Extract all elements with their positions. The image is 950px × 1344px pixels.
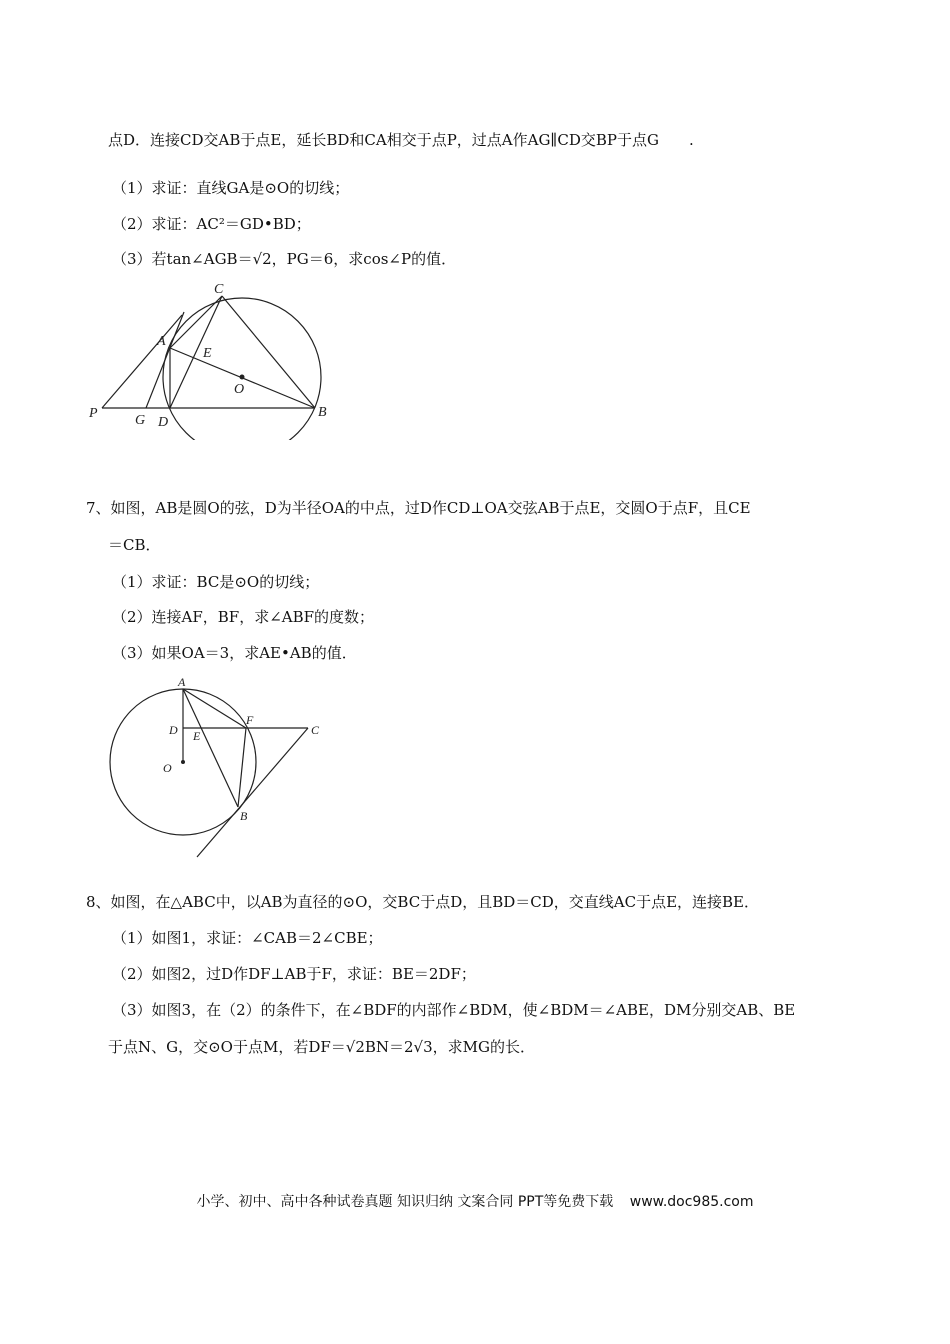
q8-part-1: （1）如图1，求证：∠CAB＝2∠CBE； [112,929,383,947]
q8-stem: 8、如图，在△ABC中，以AB为直径的⊙O，交BC于点D，且BD＝CD，交直线AC于点E，连接BE． [86,893,760,911]
q6-label-a: A [157,334,166,349]
q8-part-3-line2: 于点N、G，交⊙O于点M，若DF＝√2BN＝2√3，求MG的长． [108,1038,536,1056]
footer-url[interactable]: www.doc985.com [629,1194,754,1210]
q7-part-1: （1）求证：BC是⊙O的切线； [112,573,320,591]
q7-label-b: B [240,809,248,823]
q7-label-o: O [163,761,172,775]
q6-label-c: C [214,282,224,297]
q6-part-3: （3）若tan∠AGB＝√2，PG＝6，求cos∠P的值． [112,250,457,268]
q6-part-1: （1）求证：直线GA是⊙O的切线； [112,179,350,197]
q7-label-c: C [311,723,320,737]
page-footer [0,1191,950,1211]
q6-figure [80,280,350,440]
q7-label-f: F [246,713,254,727]
q7-label-e: E [193,729,201,743]
q6-label-d: D [158,415,169,430]
q7-part-3: （3）如果OA＝3，求AE•AB的值． [112,644,357,662]
q6-label-p: P [89,406,98,421]
q7-tangent-cb [197,728,308,857]
q7-stem-line2: ＝CB． [108,536,161,554]
q7-center-dot [181,760,185,764]
q6-center-dot [240,375,245,380]
q7-label-a: A [178,675,186,689]
q6-label-e: E [203,346,212,361]
q7-stem-line1: 7、如图，AB是圆O的弦，D为半径OA的中点，过D作CD⊥OA交弦AB于点E，交圆O于点F，且CE [86,499,751,517]
footer-text: 小学、初中、高中各种试卷真题 知识归纳 文案合同 PPT等免费下载 [196,1194,614,1210]
q6-label-g: G [135,413,146,428]
q8-part-3: （3）如图3，在（2）的条件下，在∠BDF的内部作∠BDM，使∠BDM＝∠ABE，DM分别交AB、BE [112,1001,796,1019]
q6-line-ac [170,296,222,348]
q8-part-2: （2）如图2，过D作DF⊥AB于F，求证：BE＝2DF； [112,965,476,983]
q6-continuation: 点D．连接CD交AB于点E，延长BD和CA相交于点P，过点A作AG∥CD交BP于点G . [108,131,694,149]
q6-label-o: O [234,382,245,397]
q6-label-b: B [318,405,327,420]
q7-label-d: D [169,723,178,737]
q7-figure [100,672,340,862]
q7-part-2: （2）连接AF，BF，求∠ABF的度数； [112,608,375,626]
q6-part-2: （2）求证：AC²＝GD•BD； [112,215,311,233]
q7-line-fb [238,728,246,807]
